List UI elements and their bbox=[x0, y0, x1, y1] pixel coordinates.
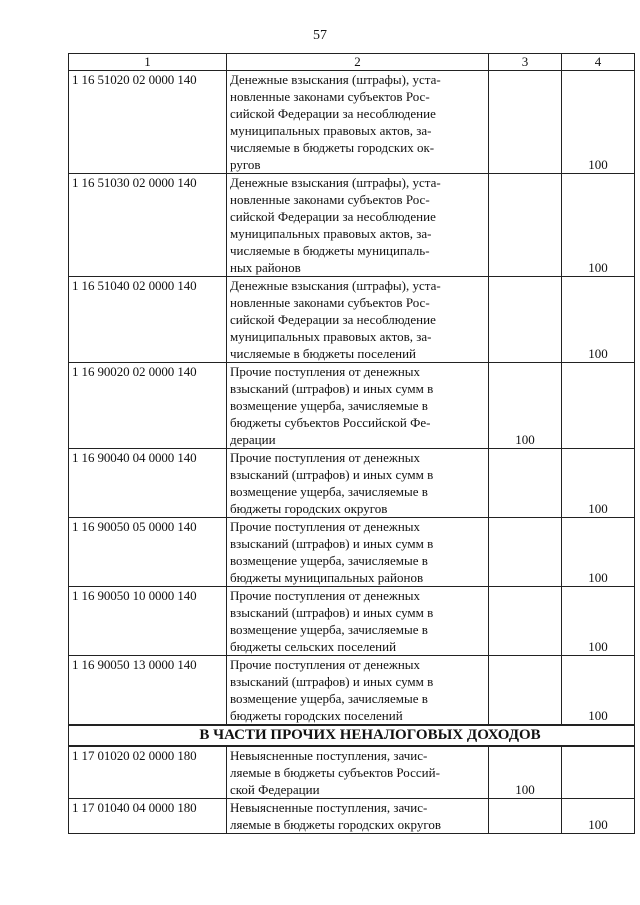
norm-column-4: 100 bbox=[562, 277, 635, 363]
norm-column-4: 100 bbox=[562, 587, 635, 656]
budget-code: 1 17 01020 02 0000 180 bbox=[69, 746, 227, 799]
norm-column-3: 100 bbox=[489, 746, 562, 799]
income-description bbox=[227, 277, 489, 363]
description-line: взысканий (штрафов) и иных сумм в bbox=[230, 467, 434, 482]
description-line: дерации bbox=[230, 432, 276, 447]
section-title: В ЧАСТИ ПРОЧИХ НЕНАЛОГОВЫХ ДОХОДОВ bbox=[69, 725, 635, 746]
table-row bbox=[69, 363, 635, 449]
description-line: Денежные взыскания (штрафы), уста- bbox=[230, 278, 441, 293]
column-header-1: 1 bbox=[69, 54, 227, 71]
table-row bbox=[69, 656, 635, 726]
norm-column-3 bbox=[489, 174, 562, 277]
description-line: Денежные взыскания (штрафы), уста- bbox=[230, 72, 441, 87]
description-line: Прочие поступления от денежных bbox=[230, 657, 421, 672]
table-body bbox=[69, 54, 635, 834]
norm-column-3 bbox=[489, 587, 562, 656]
table-row bbox=[69, 587, 635, 656]
income-description bbox=[227, 799, 489, 834]
income-description bbox=[227, 449, 489, 518]
income-description bbox=[227, 587, 489, 656]
description-line: бюджеты сельских поселений bbox=[230, 639, 397, 654]
column-header-3: 3 bbox=[489, 54, 562, 71]
description-line: числяемые в бюджеты городских ок- bbox=[230, 140, 435, 155]
description-line: взысканий (штрафов) и иных сумм в bbox=[230, 381, 434, 396]
description-line: ляемые в бюджеты городских округов bbox=[230, 817, 441, 832]
norm-column-3 bbox=[489, 799, 562, 834]
description-line: Прочие поступления от денежных bbox=[230, 588, 421, 603]
description-line: возмещение ущерба, зачисляемые в bbox=[230, 553, 428, 568]
income-description bbox=[227, 746, 489, 799]
description-line: Денежные взыскания (штрафы), уста- bbox=[230, 175, 441, 190]
budget-code: 1 16 90050 13 0000 140 bbox=[69, 656, 227, 726]
description-line: бюджеты субъектов Российской Фе- bbox=[230, 415, 431, 430]
description-line: бюджеты муниципальных районов bbox=[230, 570, 424, 585]
description-line: числяемые в бюджеты муниципаль- bbox=[230, 243, 430, 258]
description-line: Невыясненные поступления, зачис- bbox=[230, 748, 428, 763]
description-line: сийской Федерации за несоблюдение bbox=[230, 209, 436, 224]
description-line: бюджеты городских округов bbox=[230, 501, 388, 516]
description-line: взысканий (штрафов) и иных сумм в bbox=[230, 605, 434, 620]
norm-column-4 bbox=[562, 746, 635, 799]
norm-column-4: 100 bbox=[562, 174, 635, 277]
description-line: новленные законами субъектов Рос- bbox=[230, 192, 430, 207]
table-row bbox=[69, 518, 635, 587]
description-line: взысканий (штрафов) и иных сумм в bbox=[230, 674, 434, 689]
description-line: ской Федерации bbox=[230, 782, 320, 797]
description-line: взысканий (штрафов) и иных сумм в bbox=[230, 536, 434, 551]
income-description bbox=[227, 174, 489, 277]
description-line: числяемые в бюджеты поселений bbox=[230, 346, 417, 361]
norm-column-3 bbox=[489, 449, 562, 518]
description-line: муниципальных правовых актов, за- bbox=[230, 123, 432, 138]
norm-column-4: 100 bbox=[562, 449, 635, 518]
income-description bbox=[227, 71, 489, 174]
norm-column-3: 100 bbox=[489, 363, 562, 449]
table-row bbox=[69, 174, 635, 277]
description-line: возмещение ущерба, зачисляемые в bbox=[230, 398, 428, 413]
description-line: Прочие поступления от денежных bbox=[230, 519, 421, 534]
table-row bbox=[69, 799, 635, 834]
norm-column-4: 100 bbox=[562, 518, 635, 587]
norm-column-4 bbox=[562, 363, 635, 449]
income-description bbox=[227, 363, 489, 449]
budget-code: 1 16 51020 02 0000 140 bbox=[69, 71, 227, 174]
description-line: Прочие поступления от денежных bbox=[230, 364, 421, 379]
budget-code: 1 16 90050 10 0000 140 bbox=[69, 587, 227, 656]
norm-column-3 bbox=[489, 277, 562, 363]
description-line: бюджеты городских поселений bbox=[230, 708, 403, 723]
description-line: сийской Федерации за несоблюдение bbox=[230, 312, 436, 327]
section-row bbox=[69, 725, 635, 746]
norm-column-4: 100 bbox=[562, 799, 635, 834]
table-row bbox=[69, 449, 635, 518]
column-number-row bbox=[69, 54, 635, 71]
budget-code: 1 16 51040 02 0000 140 bbox=[69, 277, 227, 363]
income-description bbox=[227, 518, 489, 587]
column-header-2: 2 bbox=[227, 54, 489, 71]
budget-code: 1 16 90020 02 0000 140 bbox=[69, 363, 227, 449]
table-row bbox=[69, 277, 635, 363]
description-line: муниципальных правовых актов, за- bbox=[230, 329, 432, 344]
description-line: новленные законами субъектов Рос- bbox=[230, 89, 430, 104]
description-line: возмещение ущерба, зачисляемые в bbox=[230, 622, 428, 637]
description-line: ных районов bbox=[230, 260, 301, 275]
table-row bbox=[69, 746, 635, 799]
budget-classification-table bbox=[68, 53, 635, 834]
norm-column-4: 100 bbox=[562, 71, 635, 174]
description-line: ляемые в бюджеты субъектов Россий- bbox=[230, 765, 440, 780]
norm-column-4: 100 bbox=[562, 656, 635, 726]
description-line: сийской Федерации за несоблюдение bbox=[230, 106, 436, 121]
column-header-4: 4 bbox=[562, 54, 635, 71]
budget-code: 1 16 51030 02 0000 140 bbox=[69, 174, 227, 277]
norm-column-3 bbox=[489, 518, 562, 587]
table-row bbox=[69, 71, 635, 174]
budget-code: 1 16 90040 04 0000 140 bbox=[69, 449, 227, 518]
page-number: 57 bbox=[313, 28, 327, 43]
budget-code: 1 16 90050 05 0000 140 bbox=[69, 518, 227, 587]
description-line: муниципальных правовых актов, за- bbox=[230, 226, 432, 241]
income-description bbox=[227, 656, 489, 726]
description-line: Прочие поступления от денежных bbox=[230, 450, 421, 465]
description-line: возмещение ущерба, зачисляемые в bbox=[230, 484, 428, 499]
norm-column-3 bbox=[489, 71, 562, 174]
norm-column-3 bbox=[489, 656, 562, 726]
description-line: возмещение ущерба, зачисляемые в bbox=[230, 691, 428, 706]
description-line: ругов bbox=[230, 157, 261, 172]
description-line: новленные законами субъектов Рос- bbox=[230, 295, 430, 310]
budget-code: 1 17 01040 04 0000 180 bbox=[69, 799, 227, 834]
description-line: Невыясненные поступления, зачис- bbox=[230, 800, 428, 815]
